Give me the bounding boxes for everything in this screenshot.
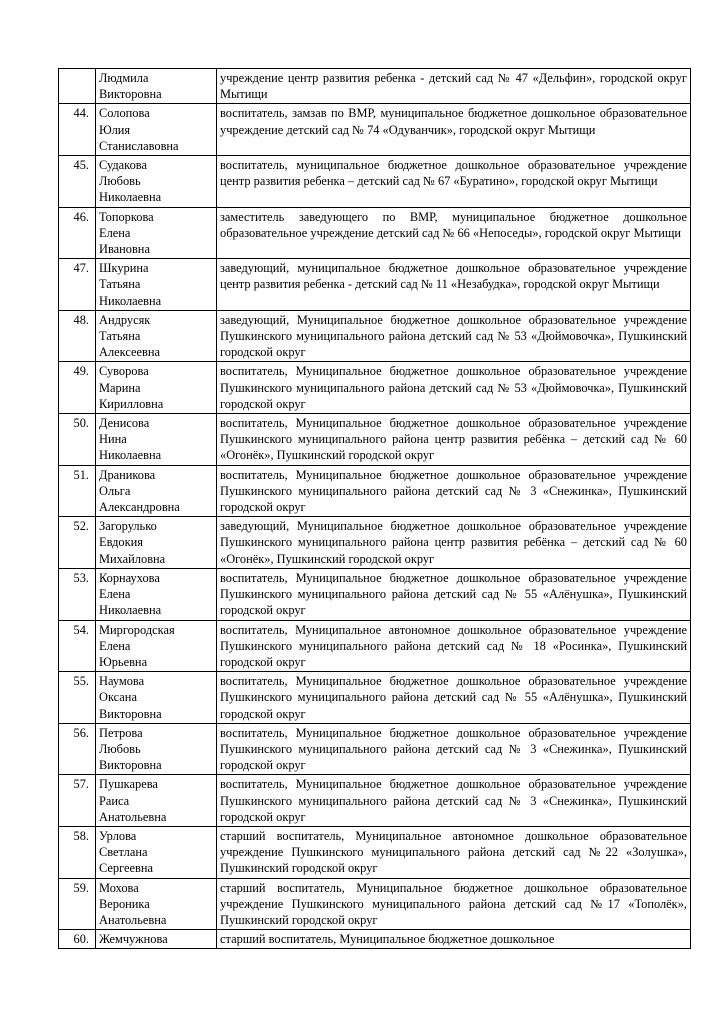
person-name bbox=[96, 207, 217, 259]
person-name bbox=[96, 930, 217, 949]
person-name-line: Елена bbox=[99, 638, 131, 653]
person-name-line: Станиславовна bbox=[99, 138, 179, 153]
table-row bbox=[59, 310, 691, 362]
person-name bbox=[96, 620, 217, 672]
person-name-line: Александровна bbox=[99, 500, 180, 515]
person-name-line: Алексеевна bbox=[99, 345, 160, 360]
position-description: заместитель заведующего по ВМР, муниципальное бюджетное дошкольное образовательное учреждение детский сад № 66 «Непоседы», городской округ Мытищи bbox=[217, 207, 691, 259]
position-description: воспитатель, Муниципальное автономное дошкольное образовательное учреждение Пушкинского муниципального района детский сад № 18 «Росинка», Пушкинский городской округ bbox=[217, 620, 691, 672]
row-number: 60. bbox=[59, 930, 96, 949]
person-name-line: Загорулько bbox=[99, 519, 157, 534]
staff-table bbox=[58, 68, 691, 949]
person-name bbox=[96, 775, 217, 827]
person-name-line: Викторовна bbox=[99, 706, 162, 721]
table-row bbox=[59, 723, 691, 775]
person-name-line: Солопова bbox=[99, 106, 150, 121]
row-number: 51. bbox=[59, 465, 96, 517]
position-description: воспитатель, Муниципальное бюджетное дошкольное образовательное учреждение Пушкинского муниципального района детский сад № 3 «Снежинка», Пушкинский городской округ bbox=[217, 723, 691, 775]
position-description: заведующий, муниципальное бюджетное дошкольное образовательное учреждение центр развития ребенка - детский сад № 11 «Незабудка», городской округ Мытищи bbox=[217, 259, 691, 311]
person-name-line: Судакова bbox=[99, 158, 147, 173]
person-name-line: Елена bbox=[99, 587, 131, 602]
table-row bbox=[59, 568, 691, 620]
table-row bbox=[59, 775, 691, 827]
position-description: старший воспитатель, Муниципальное бюджетное дошкольное образовательное учреждение Пушкинского муниципального района детский сад №17 «Тополёк», Пушкинский городской округ bbox=[217, 878, 691, 930]
person-name-line: Раиса bbox=[99, 793, 130, 808]
row-number: 52. bbox=[59, 517, 96, 569]
person-name-line: Наумова bbox=[99, 674, 145, 689]
table-row bbox=[59, 826, 691, 878]
person-name-line: Корнаухова bbox=[99, 570, 160, 585]
table-row bbox=[59, 517, 691, 569]
person-name-line: Петрова bbox=[99, 725, 143, 740]
person-name-line: Юлия bbox=[99, 122, 131, 137]
table-row bbox=[59, 465, 691, 517]
position-description: заведующий, Муниципальное бюджетное дошкольное образовательное учреждение Пушкинского муниципального района центр развития ребёнка – детский сад № 60 «Огонёк», Пушкинский городской округ bbox=[217, 517, 691, 569]
table-row bbox=[59, 930, 691, 949]
person-name-line: Драникова bbox=[99, 467, 156, 482]
person-name-line: Мохова bbox=[99, 880, 139, 895]
row-number: 49. bbox=[59, 362, 96, 414]
row-number: 48. bbox=[59, 310, 96, 362]
person-name-line: Вероника bbox=[99, 896, 150, 911]
row-number: 56. bbox=[59, 723, 96, 775]
position-description: учреждение центр развития ребенка - детский сад № 47 «Дельфин», городской округ Мытищи bbox=[217, 69, 691, 104]
position-description: воспитатель, Муниципальное бюджетное дошкольное образовательное учреждение Пушкинского муниципального района детский сад № 53 «Дюймовочка», Пушкинский городской округ bbox=[217, 362, 691, 414]
position-description: заведующий, Муниципальное бюджетное дошкольное образовательное учреждение Пушкинского муниципального района детский сад № 53 «Дюймовочка», Пушкинский городской округ bbox=[217, 310, 691, 362]
person-name bbox=[96, 69, 217, 104]
table-row bbox=[59, 362, 691, 414]
person-name bbox=[96, 826, 217, 878]
person-name-line: Николаевна bbox=[99, 293, 162, 308]
row-number: 58. bbox=[59, 826, 96, 878]
row-number: 47. bbox=[59, 259, 96, 311]
table-row bbox=[59, 104, 691, 156]
person-name-line: Шкурина bbox=[99, 261, 149, 276]
row-number: 54. bbox=[59, 620, 96, 672]
person-name-line: Евдокия bbox=[99, 535, 143, 550]
person-name-line: Кирилловна bbox=[99, 396, 164, 411]
person-name-line: Михайловна bbox=[99, 551, 166, 566]
row-number: 53. bbox=[59, 568, 96, 620]
person-name bbox=[96, 465, 217, 517]
table-row bbox=[59, 672, 691, 724]
position-description: воспитатель, Муниципальное бюджетное дошкольное образовательное учреждение Пушкинского муниципального района детский сад № 3 «Снежинка», Пушкинский городской округ bbox=[217, 465, 691, 517]
row-number: 45. bbox=[59, 156, 96, 208]
position-description: воспитатель, Муниципальное бюджетное дошкольное образовательное учреждение Пушкинского муниципального района детский сад № 3 «Снежинка», Пушкинский городской округ bbox=[217, 775, 691, 827]
position-description: воспитатель, замзав по ВМР, муниципальное бюджетное дошкольное образовательное учреждение детский сад № 74 «Одуванчик», городской округ Мытищи bbox=[217, 104, 691, 156]
person-name-line: Светлана bbox=[99, 845, 148, 860]
person-name-line: Викторовна bbox=[99, 758, 162, 773]
person-name-line: Анатольевна bbox=[99, 912, 167, 927]
row-number: 50. bbox=[59, 414, 96, 466]
person-name bbox=[96, 568, 217, 620]
position-description: воспитатель, муниципальное бюджетное дошкольное образовательное учреждение центр развития ребенка – детский сад № 67 «Буратино», городской округ Мытищи bbox=[217, 156, 691, 208]
person-name bbox=[96, 156, 217, 208]
person-name-line: Любовь bbox=[99, 741, 141, 756]
person-name bbox=[96, 878, 217, 930]
row-number: 59. bbox=[59, 878, 96, 930]
person-name-line: Денисова bbox=[99, 416, 150, 431]
person-name-line: Суворова bbox=[99, 364, 149, 379]
person-name-line: Андрусяк bbox=[99, 312, 151, 327]
person-name-line: Людмила bbox=[99, 71, 149, 85]
table-row bbox=[59, 156, 691, 208]
position-description: воспитатель, Муниципальное бюджетное дошкольное образовательное учреждение Пушкинского муниципального района детский сад № 55 «Алёнушка», Пушкинский городской округ bbox=[217, 568, 691, 620]
person-name-line: Топоркова bbox=[99, 209, 154, 224]
person-name-line: Николаевна bbox=[99, 448, 162, 463]
row-number: 55. bbox=[59, 672, 96, 724]
person-name bbox=[96, 723, 217, 775]
person-name bbox=[96, 362, 217, 414]
row-number bbox=[59, 69, 96, 104]
person-name-line: Сергеевна bbox=[99, 861, 154, 876]
person-name bbox=[96, 414, 217, 466]
person-name-line: Оксана bbox=[99, 690, 137, 705]
person-name-line: Викторовна bbox=[99, 87, 162, 102]
person-name-line: Николаевна bbox=[99, 190, 162, 205]
person-name bbox=[96, 259, 217, 311]
person-name-line: Любовь bbox=[99, 174, 141, 189]
person-name-line: Нина bbox=[99, 432, 127, 447]
person-name-line: Урлова bbox=[99, 828, 137, 843]
person-name-line: Елена bbox=[99, 225, 131, 240]
person-name-line: Николаевна bbox=[99, 603, 162, 618]
person-name-line: Ивановна bbox=[99, 242, 150, 257]
person-name bbox=[96, 672, 217, 724]
table-row bbox=[59, 69, 691, 104]
table-row bbox=[59, 207, 691, 259]
row-number: 44. bbox=[59, 104, 96, 156]
person-name-line: Ольга bbox=[99, 483, 131, 498]
row-number: 57. bbox=[59, 775, 96, 827]
position-description: старший воспитатель, Муниципальное автономное дошкольное образовательное учреждение Пушкинского муниципального района детский сад №22 «Золушка», Пушкинский городской округ bbox=[217, 826, 691, 878]
row-number: 46. bbox=[59, 207, 96, 259]
person-name bbox=[96, 104, 217, 156]
table-row bbox=[59, 259, 691, 311]
person-name bbox=[96, 310, 217, 362]
person-name-line: Миргородская bbox=[99, 622, 175, 637]
table-row bbox=[59, 620, 691, 672]
position-description: старший воспитатель, Муниципальное бюджетное дошкольное bbox=[217, 930, 691, 949]
staff-table-body bbox=[59, 69, 691, 949]
person-name-line: Татьяна bbox=[99, 277, 141, 292]
person-name-line: Анатольевна bbox=[99, 809, 167, 824]
position-description: воспитатель, Муниципальное бюджетное дошкольное образовательное учреждение Пушкинского муниципального района центр развития ребёнка – детский сад № 60 «Огонёк», Пушкинский городской округ bbox=[217, 414, 691, 466]
person-name-line: Жемчужнова bbox=[99, 932, 168, 947]
table-row bbox=[59, 414, 691, 466]
person-name-line: Пушкарева bbox=[99, 777, 158, 792]
person-name-line: Марина bbox=[99, 380, 141, 395]
position-description: воспитатель, Муниципальное бюджетное дошкольное образовательное учреждение Пушкинского муниципального района детский сад № 55 «Алёнушка», Пушкинский городской округ bbox=[217, 672, 691, 724]
person-name-line: Татьяна bbox=[99, 329, 141, 344]
person-name bbox=[96, 517, 217, 569]
person-name-line: Юрьевна bbox=[99, 654, 148, 669]
table-row bbox=[59, 878, 691, 930]
